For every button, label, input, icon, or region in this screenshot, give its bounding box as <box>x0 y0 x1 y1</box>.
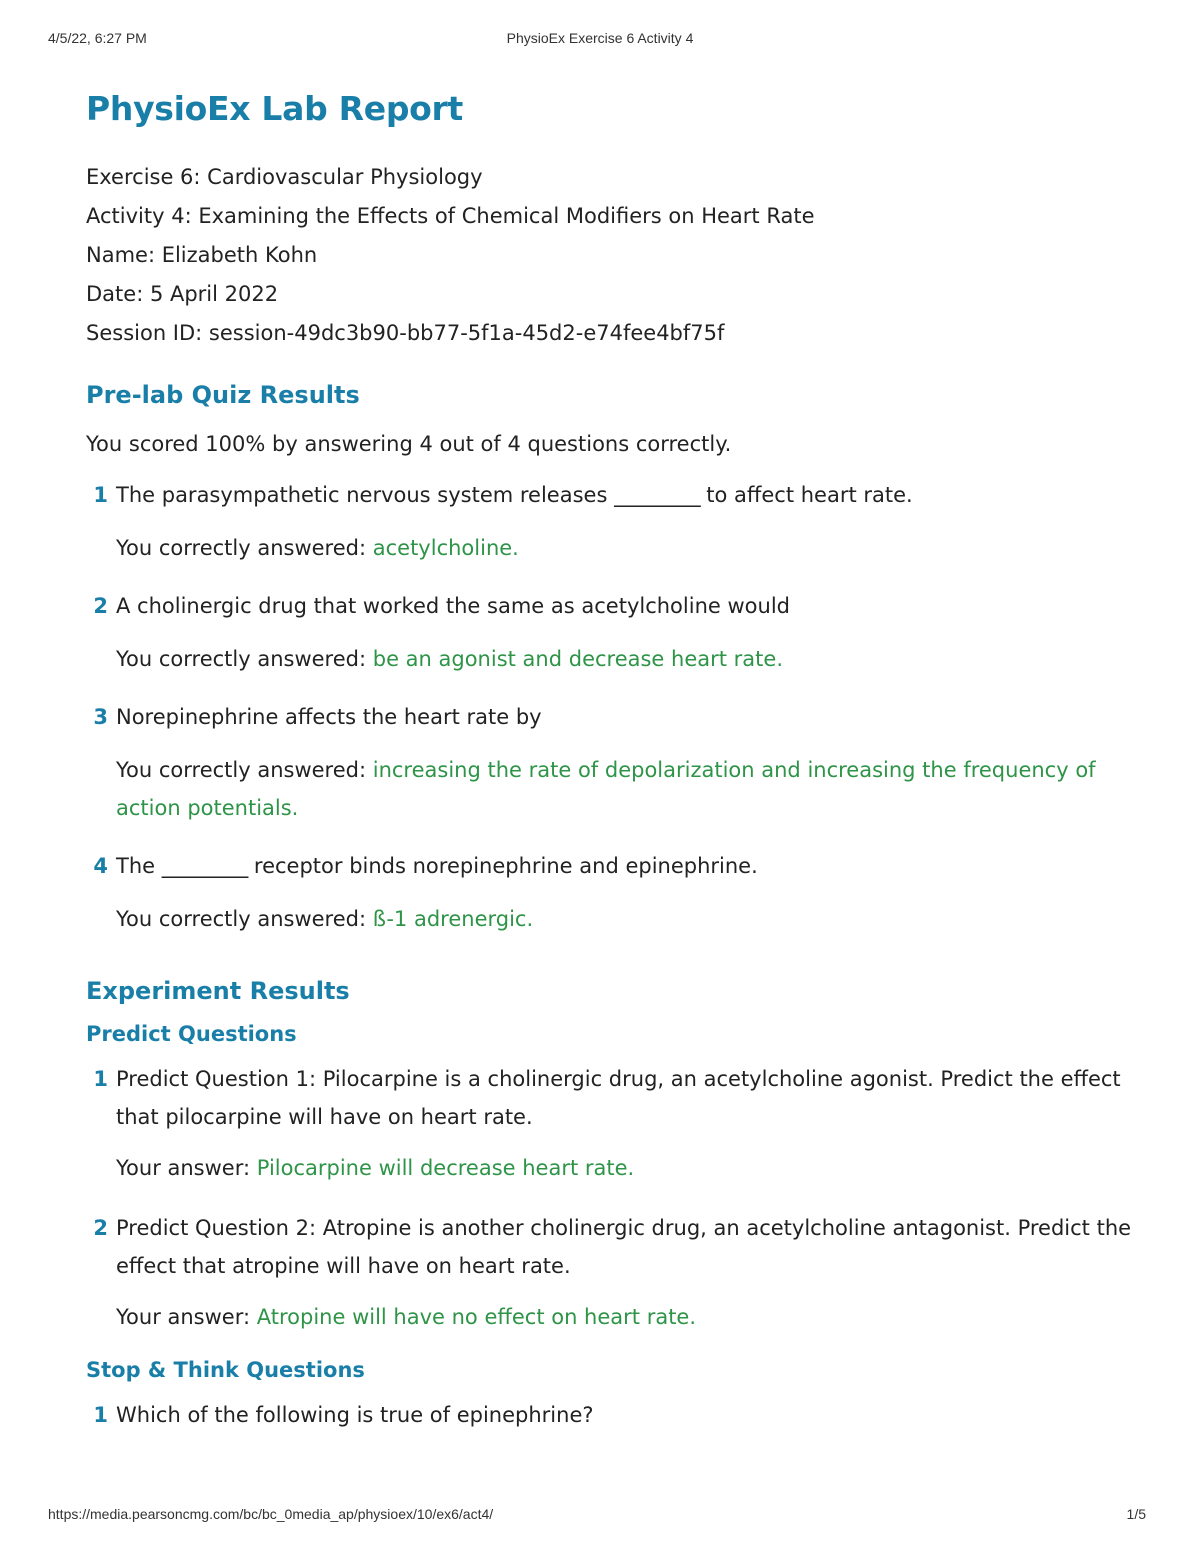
answer-prefix: Your answer: <box>116 1156 257 1180</box>
predict-question <box>86 1060 1136 1136</box>
question-text-end: receptor binds norepinephrine and epinephrine. <box>247 854 758 878</box>
question-number: 1 <box>93 483 108 507</box>
prelab-score: You scored 100% by answering 4 out of 4 questions correctly. <box>86 432 732 456</box>
answer-value: increasing the rate of depolarization and increasing the frequency of action potentials. <box>116 758 1096 820</box>
exercise-line: Exercise 6: Cardiovascular Physiology <box>86 165 483 189</box>
answer-prefix: You correctly answered: <box>116 758 373 782</box>
print-page-title: PhysioEx Exercise 6 Activity 4 <box>506 30 694 46</box>
print-timestamp: 4/5/22, 6:27 PM <box>48 30 147 46</box>
prelab-answer <box>86 751 1136 827</box>
stop-think-heading: Stop & Think Questions <box>86 1358 365 1382</box>
print-url: https://media.pearsoncmg.com/bc/bc_0media_ap/physioex/10/ex6/act4/ <box>48 1506 494 1522</box>
prelab-heading: Pre-lab Quiz Results <box>86 381 360 409</box>
answer-prefix: Your answer: <box>116 1305 257 1329</box>
prelab-question <box>86 847 1136 885</box>
stop-think-question <box>86 1396 1136 1434</box>
question-number: 2 <box>93 1216 108 1240</box>
answer-value: be an agonist and decrease heart rate. <box>372 647 784 671</box>
name-line: Name: Elizabeth Kohn <box>86 243 318 267</box>
question-number: 4 <box>93 854 108 878</box>
question-number: 2 <box>93 594 108 618</box>
question-text: Predict Question 1: Pilocarpine is a cholinergic drug, an acetylcholine agonist. Predict the effect that pilocarpine will have on heart rate. <box>116 1067 1121 1129</box>
question-number: 1 <box>93 1067 108 1091</box>
answer-prefix: You correctly answered: <box>116 647 373 671</box>
question-text: A cholinergic drug that worked the same as acetylcholine would <box>116 594 790 618</box>
predict-heading: Predict Questions <box>86 1022 297 1046</box>
experiment-heading: Experiment Results <box>86 977 350 1005</box>
report-content <box>86 82 1136 1434</box>
prelab-answer <box>86 529 1136 567</box>
answer-prefix: You correctly answered: <box>116 536 373 560</box>
question-text: Predict Question 2: Atropine is another cholinergic drug, an acetylcholine antagonist. Predict the effect that atropine will have on heart rate. <box>116 1216 1132 1278</box>
predict-answer <box>86 1298 1136 1336</box>
answer-value: ß-1 adrenergic. <box>372 907 534 931</box>
answer-value: acetylcholine. <box>372 536 519 560</box>
question-text: Which of the following is true of epinephrine? <box>116 1403 594 1427</box>
print-page-number: 1/5 <box>1126 1506 1146 1522</box>
report-title: PhysioEx Lab Report <box>86 89 463 128</box>
question-text: The <box>116 854 162 878</box>
question-blank: _________ <box>614 483 700 507</box>
predict-question <box>86 1209 1136 1285</box>
question-number: 3 <box>93 705 108 729</box>
question-number: 1 <box>93 1403 108 1427</box>
report-meta <box>86 158 1136 353</box>
answer-prefix: You correctly answered: <box>116 907 373 931</box>
date-line: Date: 5 April 2022 <box>86 282 279 306</box>
prelab-question <box>86 587 1136 625</box>
prelab-question <box>86 476 1136 514</box>
question-text: The parasympathetic nervous system releases <box>116 483 615 507</box>
question-blank: _________ <box>161 854 248 878</box>
question-text: Norepinephrine affects the heart rate by <box>116 705 542 729</box>
question-text-end: to affect heart rate. <box>699 483 913 507</box>
prelab-answer <box>86 900 1136 938</box>
predict-answer <box>86 1149 1136 1187</box>
activity-line: Activity 4: Examining the Effects of Chemical Modifiers on Heart Rate <box>86 204 815 228</box>
prelab-answer <box>86 640 1136 678</box>
prelab-question <box>86 698 1136 736</box>
answer-value: Pilocarpine will decrease heart rate. <box>256 1156 635 1180</box>
answer-value: Atropine will have no effect on heart rate. <box>256 1305 697 1329</box>
session-line: Session ID: session-49dc3b90-bb77-5f1a-45d2-e74fee4bf75f <box>86 321 725 345</box>
